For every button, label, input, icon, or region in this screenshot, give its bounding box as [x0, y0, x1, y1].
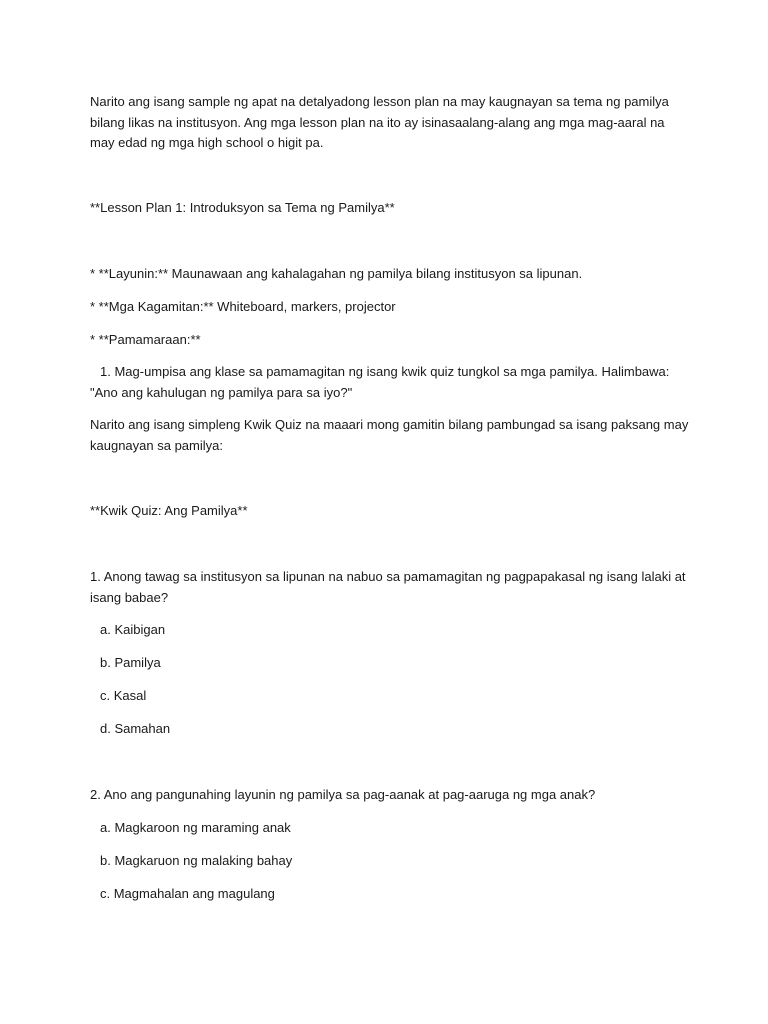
quiz-question-1: 1. Anong tawag sa institusyon sa lipunan na nabuo sa pamamagitan ng pagpapakasal ng isang lalaki at isang babae? — [90, 569, 686, 605]
question-2-option-c: c. Magmahalan ang magulang — [100, 886, 275, 901]
question-1-option-d: d. Samahan — [100, 721, 171, 736]
bullet-pamamaraan: * **Pamamaraan:** — [90, 332, 201, 347]
quiz-question-2: 2. Ano ang pangunahing layunin ng pamilya sa pag-aanak at pag-aaruga ng mga anak? — [90, 787, 596, 802]
question-2-option-a: a. Magkaroon ng maraming anak — [100, 820, 291, 835]
bullet-layunin: * **Layunin:** Maunawaan ang kahalagahan ng pamilya bilang institusyon sa lipunan. — [90, 266, 583, 281]
question-1-option-b: b. Pamilya — [100, 655, 161, 670]
lesson-plan-title: **Lesson Plan 1: Introduksyon sa Tema ng Pamilya** — [90, 200, 395, 215]
quiz-title: **Kwik Quiz: Ang Pamilya** — [90, 503, 248, 518]
intro-paragraph: Narito ang isang sample ng apat na detalyadong lesson plan na may kaugnayan sa tema ng pamilya bilang likas na institusyon. Ang mga lesson plan na ito ay isinasaalang-alang ang mga mag-aaral na may edad ng mga high school o higit pa. — [90, 94, 669, 150]
question-1-option-c: c. Kasal — [100, 688, 147, 703]
quiz-intro-paragraph: Narito ang isang simpleng Kwik Quiz na maaari mong gamitin bilang pambungad sa isang paksang may kaugnayan sa pamilya: — [90, 417, 689, 453]
bullet-kagamitan: * **Mga Kagamitan:** Whiteboard, markers, projector — [90, 299, 396, 314]
procedure-step-1: 1. Mag-umpisa ang klase sa pamamagitan ng isang kwik quiz tungkol sa mga pamilya. Halimbawa: "Ano ang kahulugan ng pamilya para sa iyo?" — [90, 364, 670, 400]
question-2-option-b: b. Magkaruon ng malaking bahay — [100, 853, 293, 868]
question-1-option-a: a. Kaibigan — [100, 622, 166, 637]
